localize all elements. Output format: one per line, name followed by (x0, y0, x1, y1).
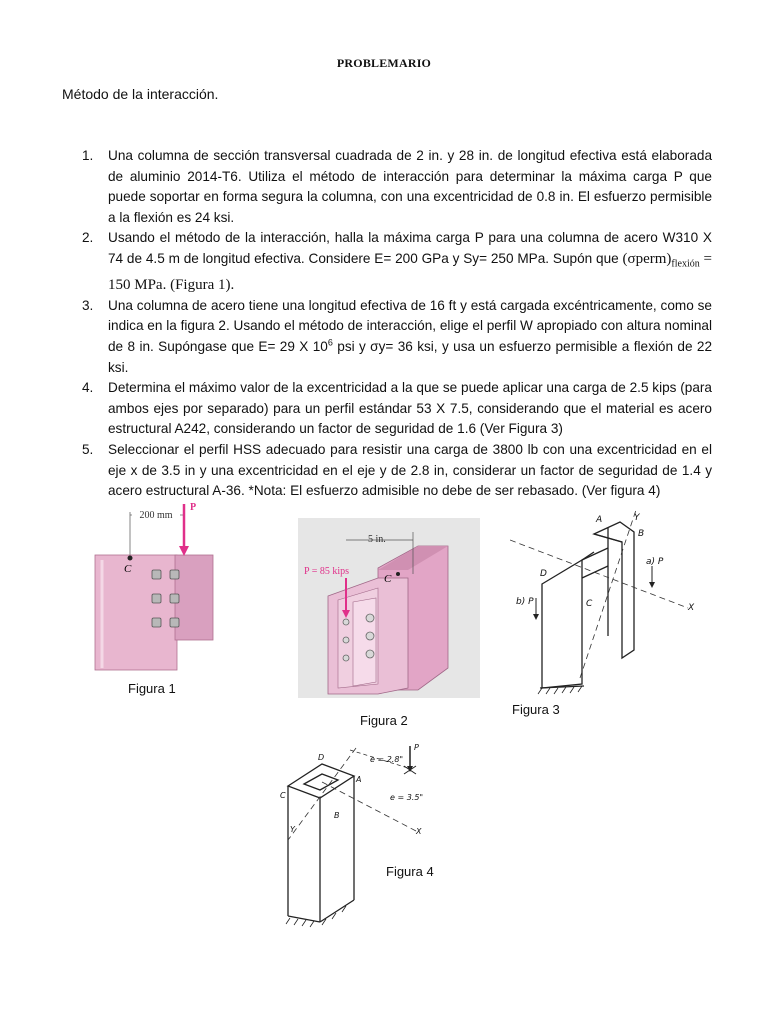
figure-2 (298, 518, 480, 698)
problem-text: Determina el máximo valor de la excentricidad a la que se puede aplicar una carga de 2.5 kips (para ambos ejes por separado) para un perfil estándar 53 X 7.5, considerando que el material es acero estructural A242, considerando un factor de seguridad de 1.6 (Ver Figura 3) (108, 380, 712, 437)
figure-3-caption: Figura 3 (512, 702, 560, 717)
problem-number: 5. (82, 442, 94, 458)
problem-text: Usando el método de la interacción, halla la máxima carga P para una columna de acero W310 X 74 de 4.5 m de longitud efectiva. Considere E= 200 GPa y Sy= 250 MPa. Supón que (108, 230, 712, 266)
problem-number: 1. (82, 148, 94, 163)
problem-number: 2. (82, 230, 94, 246)
label-y: Y (290, 825, 295, 834)
label-ey: e = 2.8" (370, 755, 404, 764)
label-x: X (688, 603, 695, 613)
figure-2-caption: Figura 2 (360, 713, 408, 728)
dim-label: 200 mm (139, 510, 173, 521)
problem-item (62, 146, 712, 228)
problem-item (62, 296, 712, 378)
problem-text-end: = 150 MPa. (Figura 1). (108, 250, 712, 294)
label-b-p: b) P (516, 597, 534, 607)
centroid-dot (128, 556, 133, 561)
label-x: X (416, 827, 422, 836)
page-title: PROBLEMARIO (336, 56, 432, 70)
dim-label: 5 in. (368, 534, 386, 545)
problem-text: Una columna de acero tiene una longitud efectiva de 16 ft y está cargada excéntricamente, como se indica en la figura 2. Usando el método de interacción, elige el perfil W apropiado con altura nominal de 8 in. Supóngase que E= 29 X 10 (108, 297, 712, 355)
point-label: C (384, 573, 392, 585)
problem-number: 4. (82, 380, 94, 396)
problem-list (62, 146, 712, 502)
label-d: D (540, 569, 547, 579)
problem-item (62, 440, 712, 502)
figure-4-caption: Figura 4 (386, 864, 434, 879)
label-c: C (280, 791, 286, 800)
exponent: 6 (327, 337, 333, 348)
label-y: Y (634, 513, 640, 523)
ground-hatch (286, 906, 346, 927)
label-d: D (318, 753, 325, 762)
label-ex: e = 3.5" (390, 793, 424, 802)
problem-text: Seleccionar el perfil HSS adecuado para resistir una carga de 3800 lb con una excentricidad en el eje x de 3.5 in y una excentricidad en el eje y de 2.8 in, considerar un factor de seguridad de 1.4 y acero estructural A-36. *Nota: El esfuerzo admisible no debe de ser rebasado. (Ver figura 4) (108, 442, 712, 499)
figure-1 (90, 500, 220, 680)
label-p: P (414, 743, 419, 752)
label-a: A (356, 775, 362, 784)
label-a-p: a) P (646, 557, 664, 567)
point-label: C (124, 563, 132, 575)
section-subtitle: Método de la interacción. (62, 86, 219, 102)
sigma-subscript: flexión (671, 258, 700, 270)
figure-1-caption: Figura 1 (128, 681, 176, 696)
problem-text-end: psi y σy= 36 ksi, y usa un esfuerzo permisible a flexión de 22 ksi. (108, 339, 713, 375)
problem-item (62, 378, 712, 440)
label-a: A (596, 515, 603, 525)
problem-number: 3. (82, 297, 94, 313)
load-label: P (190, 502, 197, 513)
label-b: B (638, 529, 645, 539)
sigma-perm: (σperm) (622, 250, 672, 267)
label-b: B (334, 811, 340, 820)
label-c: C (586, 599, 593, 609)
problem-text: Una columna de sección transversal cuadrada de 2 in. y 28 in. de longitud efectiva está elaborada de aluminio 2014-T6. Utiliza el método de interacción para determinar la máxima carga P que puede soportar en forma segura la columna, con una excentricidad de 0.8 in. El esfuerzo permisible a la flexión es 24 ksi. (108, 148, 712, 225)
load-label: P = 85 kips (304, 566, 349, 577)
figure-3 (510, 508, 700, 698)
figure-4 (278, 740, 438, 930)
problem-item (62, 228, 712, 296)
